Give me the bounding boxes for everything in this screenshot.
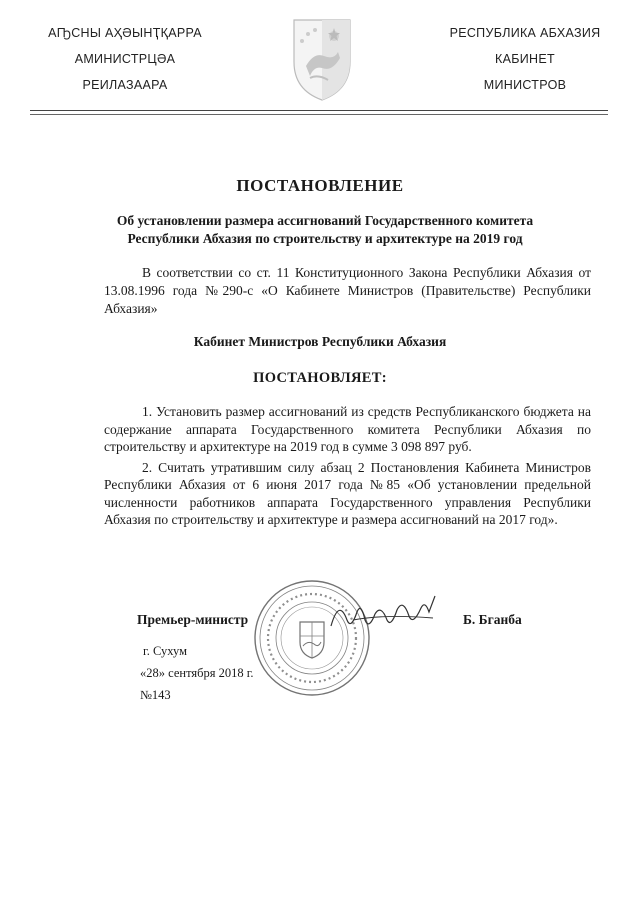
issue-place: г. Сухум [143,644,188,658]
subtitle-line-1: Об установлении размера ассигнований Государственного комитета [116,213,534,228]
decree-item-2: 2. Считать утратившим силу абзац 2 Постановления Кабинета Министров Республики Абхазия от 6 июня 2017 года №85 «Об установлении предельной численности работников аппарата Государственного управления Республики Абхазия по строительству и архитектуре и размера ассигнований на 2017 год». [104,459,591,527]
decree-heading: ПОСТАНОВЛЯЕТ: [253,370,387,386]
header-right-line-3: МИНИСТРОВ [483,78,567,92]
handwritten-signature [325,590,440,640]
document-title: ПОСТАНОВЛЕНИЕ [236,176,404,195]
decree-item-1: 1. Установить размер ассигнований из средств Республиканского бюджета на содержание аппарата Государственного комитета Республики Абхазия по строительству и архитектуре на 2019 год в сумме 3 098 897 руб. [104,404,591,454]
document-subtitle [90,212,560,248]
header-left-line-3: РЕИЛАЗААРА [82,78,168,92]
cabinet-heading: Кабинет Министров Республики Абхазия [193,334,447,349]
subtitle-line-2: Республики Абхазия по строительству и архитектуре на 2019 год [127,231,523,246]
header-left-block [40,24,210,102]
decree-items [104,403,591,532]
header-divider-thin [30,114,608,115]
header-left-line-2: АМИНИСТРЦӘА [74,52,176,66]
coat-of-arms-emblem [288,16,356,102]
signatory-role: Премьер-министр [137,612,249,627]
signatory-name: Б. Бганба [463,612,522,627]
document-number: №143 [140,688,171,702]
header-left-line-1: АҦСНЫ АҲӘЫНҬҚАРРА [48,26,202,40]
header-right-block [440,24,610,102]
issue-date: «28» сентября 2018 г. [140,666,254,680]
header-right-line-1: РЕСПУБЛИКА АБХАЗИЯ [449,26,601,40]
preamble-paragraph: В соответствии со ст. 11 Конституционного Закона Республики Абхазия от 13.08.1996 года №290-с «О Кабинете Министров (Правительстве) Республики Абхазия» [104,265,591,316]
header-right-line-2: КАБИНЕТ [495,52,555,66]
header-divider-thick [30,110,608,111]
